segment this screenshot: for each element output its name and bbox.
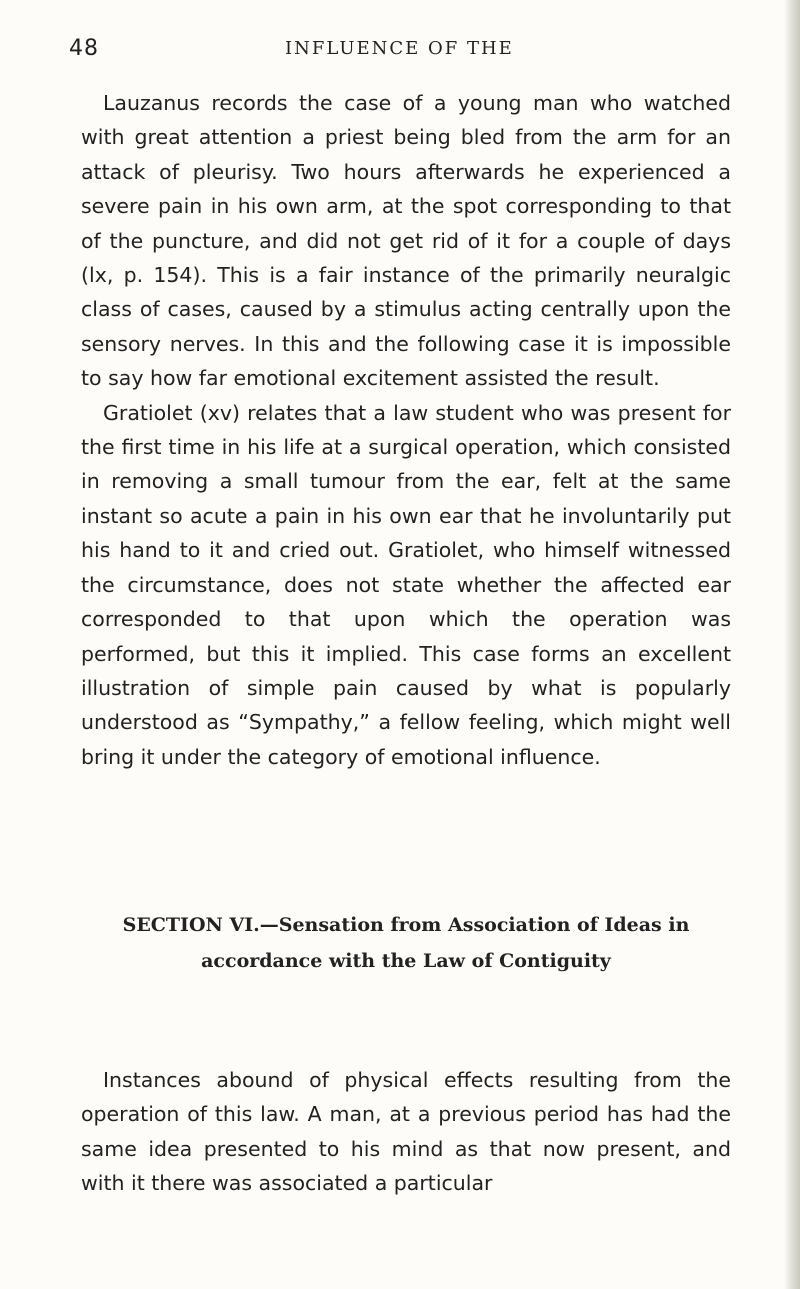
page-edge-shadow — [784, 0, 800, 1289]
running-title: INFLUENCE OF THE — [285, 38, 514, 59]
running-head — [0, 36, 800, 66]
paragraph-instances: Instances abound of physical effects resulting from the operation of this law. A man, at a previous period has had the same idea presented to his mind as that now present, and with it there was associated a particular — [81, 1068, 731, 1196]
section-heading-line-2: accordance with the Law of Contiguity — [201, 950, 611, 972]
body-text — [81, 86, 731, 774]
section-body-text — [81, 1063, 731, 1201]
section-heading-line-1: SECTION VI.—Sensation from Association of Ideas in — [122, 914, 690, 936]
paragraph-gratiolet: Gratiolet (xv) relates that a law student who was present for the first time in his life at a surgical operation, which consisted in removing a small tumour from the ear, felt at the same instant so acute a pain in his own ear that he involuntarily put his hand to it and cried out. Gratiolet, who himself witnessed the circumstance, does not state whether the affected ear corresponded to that upon which the operation was performed, but this it implied. This case forms an excellent illustration of simple pain caused by what is popularly understood as “Sympathy,” a fellow feeling, which might well bring it under the category of emotional influence. — [81, 400, 731, 769]
section-heading — [81, 907, 731, 979]
page-number: 48 — [69, 36, 99, 61]
paragraph-lauzanus: Lauzanus records the case of a young man who watched with great attention a priest being bled from the arm for an attack of pleurisy. Two hours afterwards he experienced a severe pain in his own arm, at the spot corresponding to that of the puncture, and did not get rid of it for a couple of days (lx, p. 154). This is a fair instance of the primarily neuralgic class of cases, caused by a stimulus acting centrally upon the sensory nerves. In this and the following case it is impossible to say how far emotional excitement assisted the result. — [81, 91, 731, 391]
